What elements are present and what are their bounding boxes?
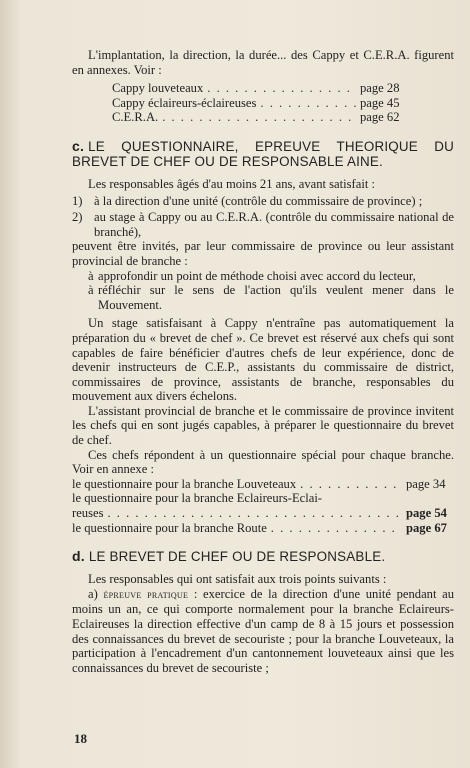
section-d-title: LE BREVET DE CHEF OU DE RESPONSABLE. xyxy=(88,549,386,565)
ref-label: le questionnaire pour la branche Route xyxy=(72,520,267,535)
ref-page: page 67 xyxy=(406,520,447,535)
bullet-text: approfondir un point de méthode choisi avec accord du lecteur, xyxy=(98,268,416,283)
ref-row xyxy=(72,506,454,521)
page-number: 18 xyxy=(74,731,87,746)
toc-leader-dots xyxy=(260,96,356,111)
ref-label: le questionnaire pour la branche Eclaireurs-Eclai- xyxy=(72,491,323,506)
bullet-text: réfléchir sur le sens de l'action qu'ils veulent mener dans le Mouvement. xyxy=(98,283,454,312)
ref-leader-dots xyxy=(271,521,402,536)
ref-row xyxy=(72,491,454,506)
item-text: à la direction d'une unité (contrôle du commissaire de province) ; xyxy=(94,193,423,208)
questionnaire-refs xyxy=(72,477,454,535)
ref-leader-dots xyxy=(107,506,402,521)
toc-page: page 62 xyxy=(360,110,400,125)
list-item xyxy=(88,269,454,284)
item-text: au stage à Cappy ou au C.E.R.A. (contrôle du commissaire national de branché), xyxy=(94,210,454,239)
item-a-text: : exercice de la direction d'une unité pendant au moins un an, ce qui comporte normalement pour la branche Eclaireurs-Eclaireuses la direction effective d'un camp de 8 à 15 jours et possession des connaissances du brevet de secouriste ; pour la branche Louveteaux, la participation à l'encadrement d'un cantonnement louveteaux ainsi que les connaissances du brevet de secouriste ; xyxy=(72,586,454,675)
item-a-label: épreuve pratique xyxy=(103,588,189,601)
toc-label: Cappy éclaireurs-éclaireuses xyxy=(112,95,257,110)
section-c-paragraph: L'assistant provincial de branche et le commissaire de province invitent les chefs qui en sont jugés capables, à préparer le questionnaire du brevet de chef. xyxy=(72,403,454,448)
ref-label: le questionnaire pour la branche Louveteaux xyxy=(72,476,297,491)
section-d-lead: Les responsables qui ont satisfait aux trois points suivants : xyxy=(88,572,387,587)
toc-label: Cappy louveteaux xyxy=(112,81,204,96)
section-c-lead: Les responsables âgés d'au moins 21 ans, avant satisfait : xyxy=(88,176,375,191)
bullet-mark: à xyxy=(88,283,94,298)
ref-row xyxy=(72,521,454,536)
toc-label: C.E.R.A. xyxy=(112,110,159,125)
section-c-paragraph: Ces chefs répondent à un questionnaire spécial pour chaque branche. Voir en annexe : xyxy=(72,447,454,477)
intro-paragraph: L'implantation, la direction, la durée... des Cappy et C.E.R.A. figurent en annexes. Voir : xyxy=(72,48,454,77)
toc-page: page 28 xyxy=(360,81,400,96)
ref-page: page 54 xyxy=(406,506,447,521)
section-c-letter: c. xyxy=(72,137,85,154)
toc-page: page 45 xyxy=(360,95,400,110)
ref-label: reuses xyxy=(72,506,104,521)
toc-row xyxy=(112,81,408,96)
bullet-mark: à xyxy=(88,268,94,283)
toc-leader-dots xyxy=(162,110,356,125)
toc-row xyxy=(112,110,408,125)
ref-leader-dots xyxy=(300,477,402,492)
page-content xyxy=(72,48,454,675)
toc-row xyxy=(112,96,408,111)
toc-leader-dots xyxy=(207,81,356,96)
section-d-letter: d. xyxy=(72,548,85,565)
section-c-title: LE QUESTIONNAIRE, EPREUVE THEORIQUE DU BREVET DE CHEF OU DE RESPONSABLE AINE. xyxy=(72,138,454,169)
item-number: 2) xyxy=(72,210,83,225)
section-c-heading xyxy=(72,139,454,169)
list-item xyxy=(88,283,454,312)
list-item xyxy=(72,210,454,239)
item-number: a) xyxy=(88,586,98,601)
list-item xyxy=(72,194,454,209)
item-number: 1) xyxy=(72,193,83,208)
section-d-item-a xyxy=(72,587,454,676)
section-d-heading xyxy=(72,549,454,564)
ref-page: page 34 xyxy=(406,476,446,491)
annex-toc xyxy=(112,81,408,125)
section-c-paragraph: Un stage satisfaisant à Cappy n'entraîne pas automatiquement la préparation du « brevet de chef ». Ce brevet est réservé aux chefs qui sont capables de faire bénéficier d'autres chefs de leur expérience, donc de devenir instructeurs de C.E.P., assistants du commissaire de district, commissaires de province, assistants de branche, responsables du mouvement aux divers échelons. xyxy=(72,316,454,404)
ref-row xyxy=(72,477,454,492)
section-c-after-items: peuvent être invités, par leur commissaire de province ou leur assistant provincial de branche : xyxy=(72,239,454,268)
